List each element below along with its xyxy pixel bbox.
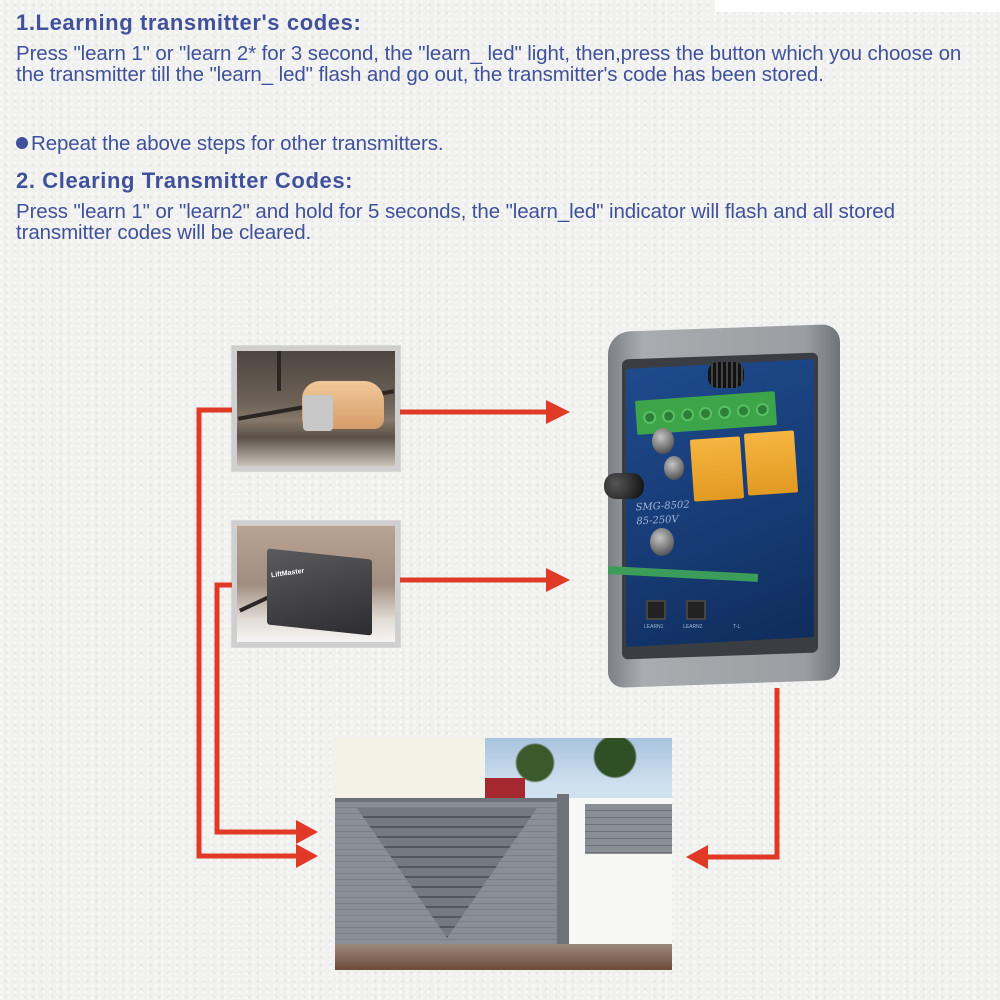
section2-heading: 2. Clearing Transmitter Codes: bbox=[16, 168, 354, 193]
arrow-head-icon bbox=[546, 400, 570, 424]
capacitor bbox=[652, 428, 674, 454]
opener-housing bbox=[267, 548, 372, 635]
arrow-head-icon bbox=[296, 820, 318, 844]
learn1-label: LEARN1 bbox=[644, 624, 664, 630]
arrow-head-icon bbox=[546, 568, 570, 592]
sliding-gate-photo bbox=[335, 738, 672, 970]
fuse-holder bbox=[604, 473, 644, 499]
garage-opener-photo-2 bbox=[232, 521, 400, 647]
learn2-button bbox=[686, 600, 706, 620]
ground bbox=[335, 944, 672, 970]
model-label: SMG-8502 bbox=[635, 499, 690, 514]
brand-label: LiftMaster bbox=[270, 567, 305, 580]
screw-icon bbox=[755, 402, 769, 416]
section1-bullet bbox=[16, 133, 443, 154]
relay-1 bbox=[690, 436, 744, 501]
screw-icon bbox=[699, 406, 713, 420]
voltage-label: 85-250V bbox=[636, 514, 680, 528]
screw-icon bbox=[718, 405, 732, 419]
arrow-head-icon bbox=[296, 844, 318, 868]
learn1-button bbox=[646, 600, 666, 620]
garage-opener-photo-1 bbox=[232, 346, 400, 471]
gate-post bbox=[557, 794, 569, 952]
bracket bbox=[277, 351, 281, 391]
section1-heading: 1.Learning transmitter's codes: bbox=[16, 10, 362, 35]
relay-2 bbox=[744, 430, 798, 495]
top-white-strip bbox=[715, 0, 1000, 12]
capacitor bbox=[664, 456, 684, 480]
roof bbox=[485, 778, 525, 798]
arrow-line bbox=[708, 688, 777, 857]
arrow-head-icon bbox=[686, 845, 708, 869]
section2-paragraph: Press "learn 1" or "learn2" and hold for 5 seconds, the "learn_led" indicator will flash and all stored transmitter codes will be cleared. bbox=[16, 200, 895, 244]
learn2-label: LEARN2 bbox=[683, 624, 703, 630]
bullet-icon bbox=[16, 137, 28, 149]
screw-icon bbox=[680, 407, 694, 421]
section1-paragraph: Press "learn 1" or "learn 2* for 3 second, the "learn_ led" light, then,press the button which you choose on the transmitter till the "learn_ led" flash and go out, the transmitter's code has been stored. bbox=[16, 42, 962, 86]
bullet-text: Repeat the above steps for other transmitters. bbox=[31, 132, 444, 155]
opener-face bbox=[303, 395, 333, 431]
wall-fence bbox=[585, 804, 672, 854]
receiver-board bbox=[608, 328, 840, 684]
antenna-coil bbox=[708, 362, 744, 388]
tl-label: T-L bbox=[733, 624, 741, 630]
house bbox=[335, 738, 485, 800]
screw-icon bbox=[661, 409, 675, 423]
screw-icon bbox=[643, 410, 657, 424]
pcb-label bbox=[635, 499, 690, 530]
screw-icon bbox=[737, 403, 751, 417]
capacitor bbox=[650, 528, 674, 556]
